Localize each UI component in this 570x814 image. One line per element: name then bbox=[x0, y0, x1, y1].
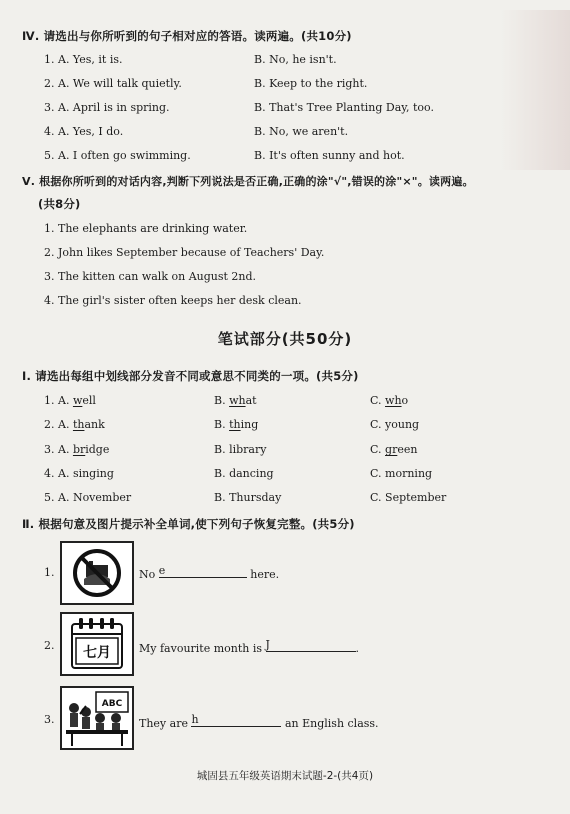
w2-header: Ⅱ. 根据句意及图片提示补全单词,使下列句子恢复完整。(共5分) bbox=[22, 517, 355, 531]
w1-q2-a: 2. A. thank bbox=[44, 418, 105, 431]
part4-q3-b: B. That's Tree Planting Day, too. bbox=[254, 101, 434, 114]
bleed-through-stain bbox=[500, 10, 570, 170]
part4-q3: 3. A. April is in spring. bbox=[44, 101, 170, 114]
w1-q1-b: B. what bbox=[214, 394, 257, 407]
part5-item-2: 2. John likes September because of Teachers' Day. bbox=[44, 246, 325, 259]
w1-q4-b: B. dancing bbox=[214, 467, 274, 480]
part5-points: (共8分) bbox=[38, 197, 81, 211]
w1-q1-c: C. who bbox=[370, 394, 409, 407]
board-text: ABC bbox=[101, 699, 123, 709]
w2-q3-sentence: They are h an English class. bbox=[139, 713, 379, 730]
written-section-title: 笔试部分(共50分) bbox=[217, 330, 353, 348]
w1-q3-a: 3. A. bridge bbox=[44, 443, 110, 456]
w1-q4-a: 4. A. singing bbox=[44, 467, 114, 480]
part4-q1-b: B. No, he isn't. bbox=[254, 53, 337, 66]
calendar-month-text: 七月 bbox=[83, 645, 111, 661]
part5-item-3: 3. The kitten can walk on August 2nd. bbox=[44, 270, 257, 283]
part4-q5: 5. A. I often go swimming. bbox=[44, 149, 191, 162]
part4-q1: 1. A. Yes, it is. bbox=[44, 53, 123, 66]
w2-q2-number: 2. bbox=[44, 639, 55, 652]
w1-q5-a: 5. A. November bbox=[44, 491, 132, 504]
part4-q5-b: B. It's often sunny and hot. bbox=[254, 149, 405, 162]
w1-q5-c: C. September bbox=[370, 491, 447, 504]
part4-q4: 4. A. Yes, I do. bbox=[44, 125, 124, 138]
w1-q2-c: C. young bbox=[370, 418, 420, 431]
part4-q2-b: B. Keep to the right. bbox=[254, 77, 368, 90]
w2-q2-sentence: My favourite month is J . bbox=[139, 638, 360, 655]
w2-q2-letter: J bbox=[265, 638, 270, 651]
w1-q2-b: B. thing bbox=[214, 418, 259, 431]
w2-q1-answer-line[interactable] bbox=[160, 582, 246, 583]
w1-q3-b: B. library bbox=[214, 443, 267, 456]
w2-q1-letter: e bbox=[158, 564, 166, 577]
part4-q2: 2. A. We will talk quietly. bbox=[44, 77, 182, 90]
w2-q3-number: 3. bbox=[44, 713, 55, 726]
w2-q1-sentence: No e here. bbox=[139, 564, 280, 581]
part4-q4-b: B. No, we aren't. bbox=[254, 125, 349, 138]
part5-item-4: 4. The girl's sister often keeps her desk clean. bbox=[44, 294, 302, 307]
page-footer: 城固县五年级英语期末试题-2-(共4页) bbox=[196, 770, 374, 782]
w2-q1-number: 1. bbox=[44, 566, 55, 579]
w1-q3-c: C. green bbox=[370, 443, 418, 456]
w1-q4-c: C. morning bbox=[370, 467, 433, 480]
part5-header: Ⅴ. 根据你所听到的对话内容,判断下列说法是否正确,正确的涂"√",错误的涂"×"。读两遍。 bbox=[22, 175, 474, 188]
part5-item-1: 1. The elephants are drinking water. bbox=[44, 222, 248, 235]
w1-q1-a: 1. A. well bbox=[44, 394, 96, 407]
no-eating-sign-icon bbox=[60, 541, 134, 605]
part4-header: Ⅳ. 请选出与你所听到的句子相对应的答语。读两遍。(共10分) bbox=[22, 29, 352, 43]
w1-q5-b: B. Thursday bbox=[214, 491, 282, 504]
w2-q3-letter: h bbox=[191, 713, 199, 726]
classroom-picture-icon bbox=[60, 686, 134, 750]
calendar-july-icon bbox=[60, 612, 134, 676]
w1-header: Ⅰ. 请选出每组中划线部分发音不同或意思不同类的一项。(共5分) bbox=[22, 369, 359, 383]
